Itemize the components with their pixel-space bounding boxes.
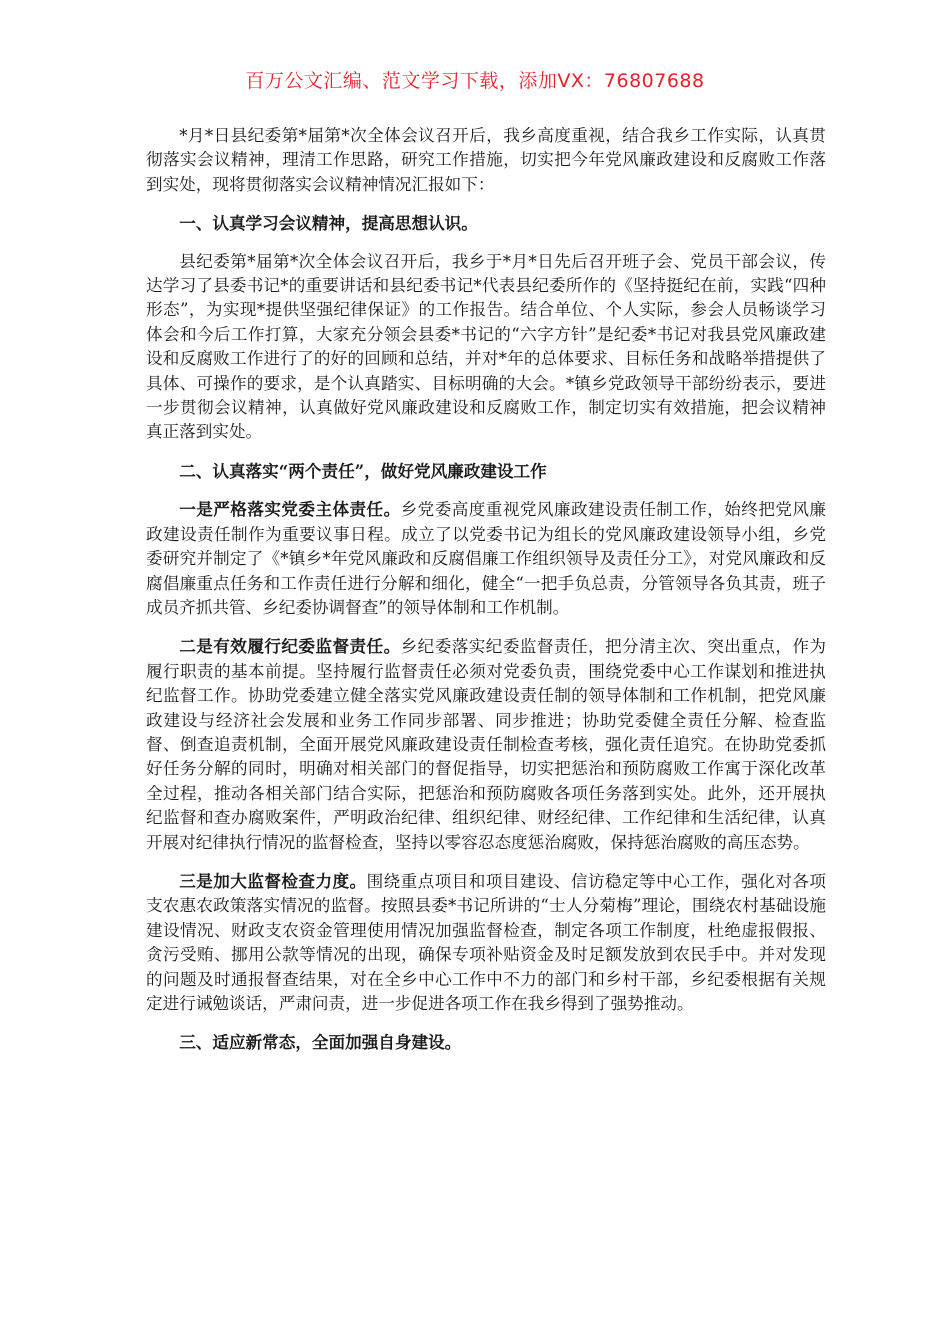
- section-2-item-2: [146, 634, 826, 855]
- section-1-paragraph: 县纪委第*届第*次全体会议召开后，我乡于*月*日先后召开班子会、党员干部会议，传达学习了县委书记*的重要讲话和县纪委书记*代表县纪委所作的《坚持挺纪在前，实践“四种形态”，为实现*提供坚强纪律保证》的工作报告。结合单位、个人实际，参会人员畅谈学习体会和今后工作打算，大家充分领会县委*书记的“六字方针”是纪委*书记对我县党风廉政建设和反腐败工作进行了的好的回顾和总结，并对*年的总体要求、目标任务和战略举措提供了具体、可操作的要求，是个认真踏实、目标明确的大会。*镇乡党政领导干部纷纷表示，要进一步贯彻会议精神，认真做好党风廉政建设和反腐败工作，制定切实有效措施，把会议精神真正落到实处。: [146, 251, 826, 442]
- item-1-body: 乡党委高度重视党风廉政建设责任制工作，始终把党风廉政建设责任制作为重要议事日程。成立了以党委书记为组长的党风廉政建设领导小组，乡党委研究并制定了《*镇乡*年党风廉政和反腐倡廉工作组织领导及责任分工》，对党风廉政和反腐倡廉重点任务和工作责任进行分解和细化，健全“一把手负总责，分管领导各负其责，班子成员齐抓共管、乡纪委协调督查”的领导体制和工作机制。: [146, 500, 827, 617]
- item-2-lead: 二是有效履行纪委监督责任。: [179, 636, 401, 657]
- item-1-lead: 一是严格落实党委主体责任。: [179, 499, 401, 520]
- section-2-item-3: [146, 869, 826, 1016]
- item-3-lead: 三是加大监督检查力度。: [179, 870, 367, 891]
- section-2-heading: 二、认真落实“两个责任”，做好党风廉政建设工作: [179, 460, 547, 481]
- section-2-item-1: [146, 497, 826, 620]
- watermark-banner: 百万公文汇编、范文学习下载，添加VX：76807688: [245, 70, 705, 92]
- intro-paragraph: *月*日县纪委第*届第*次全体会议召开后，我乡高度重视，结合我乡工作实际，认真贯彻落实会议精神，理清工作思路，研究工作措施，切实把今年党风廉政建设和反腐败工作落到实处，现将贯彻落实会议精神情况汇报如下：: [146, 126, 826, 194]
- document-body: [146, 124, 826, 1069]
- section-1-heading: 一、认真学习会议精神，提高思想认识。: [179, 213, 478, 234]
- item-2-body: 乡纪委落实纪委监督责任，把分清主次、突出重点，作为履行职责的基本前提。坚持履行监督责任必须对党委负责，围绕党委中心工作谋划和推进执纪监督工作。协助党委建立健全落实党风廉政建设责任制的领导体制和工作机制，把党风廉政建设与经济社会发展和业务工作同步部署、同步推进；协助党委健全责任分解、检查监督、倒查追责机制，全面开展党风廉政建设责任制检查考核，强化责任追究。在协助党委抓好任务分解的同时，明确对相关部门的督促指导，切实把惩治和预防腐败工作寓于深化改革全过程，推动各相关部门结合实际，把惩治和预防腐败各项任务落到实处。此外，还开展执纪监督和查办腐败案件，严明政治纪律、组织纪律、财经纪律、工作纪律和生活纪律，认真开展对纪律执行情况的监督检查，坚持以零容忍态度惩治腐败，保持惩治腐败的高压态势。: [146, 637, 827, 852]
- section-3-heading: 三、适应新常态，全面加强自身建设。: [179, 1032, 462, 1053]
- item-3-body: 围绕重点项目和项目建设、信访稳定等中心工作，强化对各项支农惠农政策落实情况的监督。按照县委*书记所讲的“士人分菊梅”理论，围绕农村基础设施建设情况、财政支农资金管理使用情况加强监督检查，制定各项工作制度，杜绝虚报假报、贪污受贿、挪用公款等情况的出现，确保专项补贴资金及时足额发放到农民手中。并对发现的问题及时通报督查结果，对在全乡中心工作中不力的部门和乡村干部，乡纪委根据有关规定进行诫勉谈话，严肃问责，进一步促进各项工作在我乡得到了强势推动。: [146, 871, 827, 1013]
